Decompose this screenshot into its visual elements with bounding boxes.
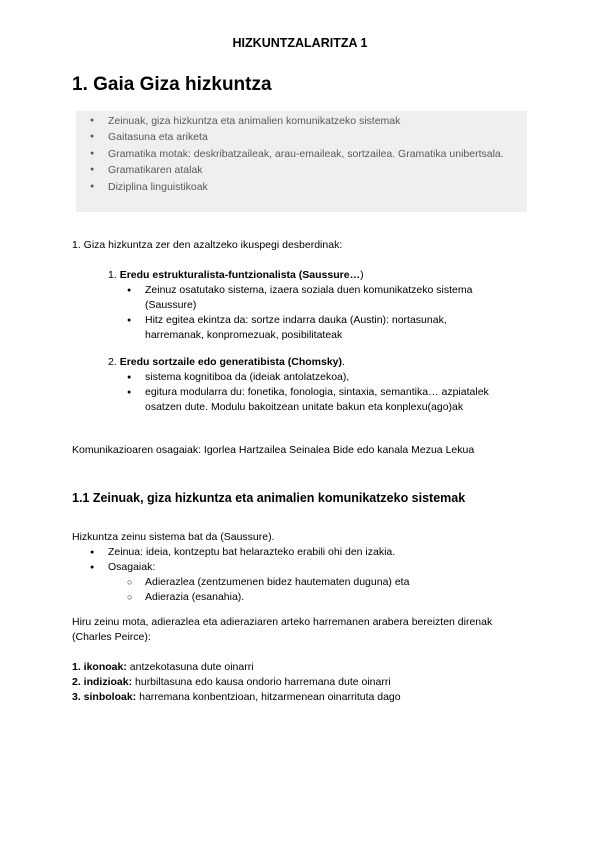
toc-item: ● Gramatikaren atalak — [76, 162, 527, 178]
sign-type-text: antzekotasuna dute oinarri — [126, 661, 254, 673]
model-title-suffix: . — [342, 356, 345, 368]
sign-sublist — [127, 575, 505, 605]
chapter-heading: 1. Gaia Giza hizkuntza — [72, 74, 272, 95]
bullet-icon: ● — [127, 374, 132, 381]
communication-components: Komunikazioaren osagaiak: Igorlea Hartzailea Seinalea Bide edo kanala Mezua Lekua — [72, 444, 475, 456]
sign-type-label: 1. ikonoak: — [72, 661, 127, 673]
list-item: ● Zeinuz osatutako sistema, izaera soziala duen komunikatzeko sistema (Saussure) — [127, 284, 473, 311]
toc-item: ● Zeinuak, giza hizkuntza eta animalien komunikatzeko sistemak — [76, 113, 527, 129]
bullet-icon: ● — [90, 549, 95, 556]
list-item: ● sistema kognitiboa da (ideiak antolatzekoa), — [127, 371, 350, 383]
toc-item: ● Gaitasuna eta ariketa — [76, 129, 527, 145]
sign-type-label: 3. sinboloak: — [72, 691, 137, 703]
model-1-list — [127, 283, 490, 343]
list-item: ● Osagaiak: — [90, 561, 156, 573]
bullet-icon: ● — [90, 564, 95, 571]
model-title: Eredu sortzaile edo generatibista (Chomsky) — [119, 356, 342, 368]
sign-type-index — [72, 675, 391, 690]
list-item: ● Hitz egitea ekintza da: sortze indarra dauka (Austin): nortasunak, harremanak, konpromezuak, posibilitateak — [127, 314, 447, 341]
model-1-heading — [108, 268, 364, 283]
list-item: ● Zeinua: ideia, kontzeptu bat helarazteko erabili ohi den izakia. — [90, 546, 396, 558]
sign-type-text: hurbiltasuna edo kausa ondorio harremana dute oinarri — [132, 676, 391, 688]
model-2-heading — [108, 355, 345, 370]
document-title: HIZKUNTZALARITZA 1 — [232, 36, 368, 50]
sign-type-symbol — [72, 690, 401, 705]
section-heading: 1.1 Zeinuak, giza hizkuntza eta animalien komunikatzeko sistemak — [72, 491, 466, 505]
list-item: ○ Adierazlea (zentzumenen bidez hautematen duguna) eta — [127, 576, 410, 588]
table-of-contents — [76, 111, 527, 212]
intro-paragraph: 1. Giza hizkuntza zer den azaltzeko ikuspegi desberdinak: — [72, 239, 343, 251]
toc-item: ● Gramatika motak: deskribatzaileak, arau-emaileak, sortzailea. Gramatika unibertsala. — [76, 146, 527, 162]
sign-list — [90, 545, 508, 575]
circle-bullet-icon: ○ — [127, 577, 133, 587]
model-number: 2. — [108, 356, 117, 368]
model-2-list — [127, 370, 490, 415]
sign-type-icon — [72, 660, 254, 675]
model-title: Eredu estrukturalista-funtzionalista (Saussure… — [119, 269, 361, 281]
bullet-icon: ● — [127, 287, 132, 294]
sign-type-label: 2. indizioak: — [72, 676, 133, 688]
model-title-suffix: ) — [360, 269, 364, 281]
peirce-intro: Hiru zeinu mota, adierazlea eta adieraziaren arteko harremanen arabera bereizten direnak (Charles Peirce): — [72, 616, 493, 643]
toc-item: ● Diziplina linguistikoak — [76, 179, 527, 195]
list-item: ○ Adierazia (esanahia). — [127, 591, 245, 603]
model-number: 1. — [108, 269, 117, 281]
sign-intro: Hizkuntza zeinu sistema bat da (Saussure). — [72, 531, 275, 543]
bullet-icon: ● — [127, 389, 132, 396]
list-item: ● egitura modularra du: fonetika, fonologia, sintaxia, semantika… azpiatalek osatzen dute. Modulu bakoitzean unitate bakun eta konplexu(ago)ak — [127, 386, 489, 413]
bullet-icon: ● — [127, 317, 132, 324]
sign-type-text: harremana konbentzioan, hitzarmenean oinarrituta dago — [136, 691, 401, 703]
circle-bullet-icon: ○ — [127, 592, 133, 602]
